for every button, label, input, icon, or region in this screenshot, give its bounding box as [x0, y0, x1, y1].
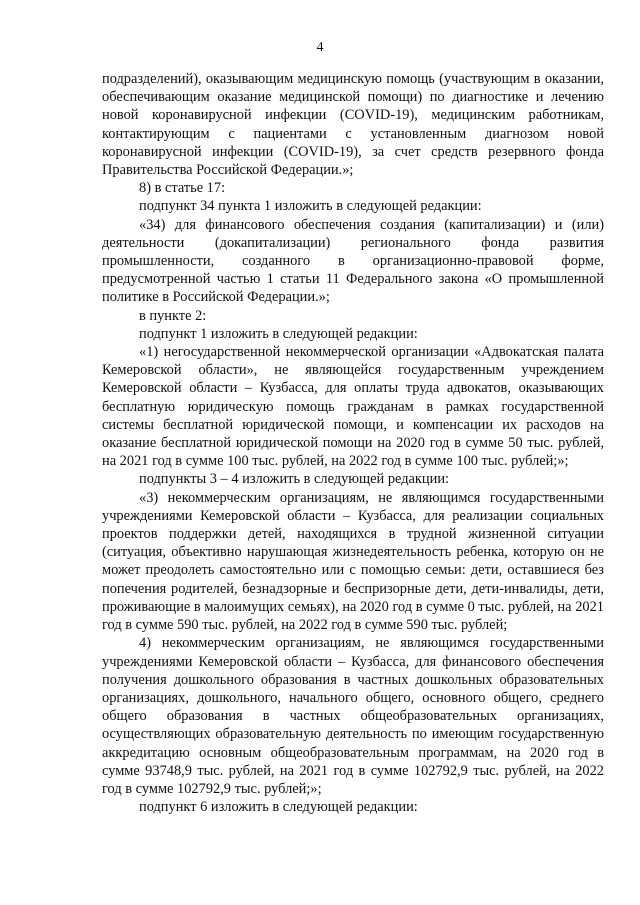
paragraph: подразделений), оказывающим медицинскую помощь (участвующим в оказании, обеспечивающим оказание медицинской помощи) по диагностике и лечению новой коронавирусной инфекции (COVID-19), медицинским работникам, контактирующим с пациентами с установленным диагнозом новой коронавирусной инфекции (COVID-19), за счет средств резервного фонда Правительства Российской Федерации.»;	[102, 71, 604, 179]
paragraph: в пункте 2:	[139, 307, 207, 324]
paragraph: подпункт 6 изложить в следующей редакции:	[139, 799, 418, 816]
paragraph: подпункт 1 изложить в следующей редакции:	[139, 325, 418, 342]
paragraph: подпункт 34 пункта 1 изложить в следующей редакции:	[139, 198, 482, 215]
paragraph: «3) некоммерческим организациям, не являющимся государственными учреждениями Кемеровской области – Кузбасса, для реализации социальных проектов поддержки детей, находящихся в трудной жизненной ситуации (ситуация, объективно нарушающая жизнедеятельность ребенка, которую он не может преодолеть самостоятельно или с помощью семьи: дети, оставшиеся без попечения родителей, безнадзорные и беспризорные дети, дети-инвалиды, дети, проживающие в малоимущих семьях), на 2020 год в сумме 0 тыс. рублей, на 2021 год в сумме 590 тыс. рублей, на 2022 год в сумме 590 тыс. рублей;	[102, 489, 604, 634]
paragraph: 4) некоммерческим организациям, не являющимся государственными учреждениями Кемеровской области – Кузбасса, для финансового обеспечения получения дошкольного образования в частных дошкольных образовательных организациях, дошкольного, начального общего, основного общего, среднего общего образования в частных общеобразовательных организациях, осуществляющих образовательную деятельность по имеющим государственную аккредитацию основным общеобразовательным программам, на 2020 год в сумме 93748,9 тыс. рублей, на 2021 год в сумме 102792,9 тыс. рублей, на 2022 год в сумме 102792,9 тыс. рублей;»;	[102, 635, 604, 797]
page-number: 4	[316, 40, 324, 55]
document-body	[102, 70, 604, 816]
paragraph: «1) негосударственной некоммерческой организации «Адвокатская палата Кемеровской области», не являющейся государственным учреждением Кемеровской области – Кузбасса, для оплаты труда адвокатов, оказывающих бесплатную юридическую помощь гражданам в рамках государственной системы бесплатной юридической помощи, и компенсации их расходов на оказание бесплатной юридической помощи на 2020 год в сумме 50 тыс. рублей, на 2021 год в сумме 100 тыс. рублей, на 2022 год в сумме 100 тыс. рублей;»;	[102, 344, 604, 470]
paragraph: 8) в статье 17:	[139, 180, 226, 197]
paragraph: подпункты 3 – 4 изложить в следующей редакции:	[139, 471, 450, 488]
paragraph: «34) для финансового обеспечения создания (капитализации) и (или) деятельности (докапитализации) регионального фонда развития промышленности, созданного в организационно-правовой форме, предусмотренной частью 1 статьи 11 Федерального закона «О промышленной политике в Российской Федерации.»;	[102, 216, 604, 306]
